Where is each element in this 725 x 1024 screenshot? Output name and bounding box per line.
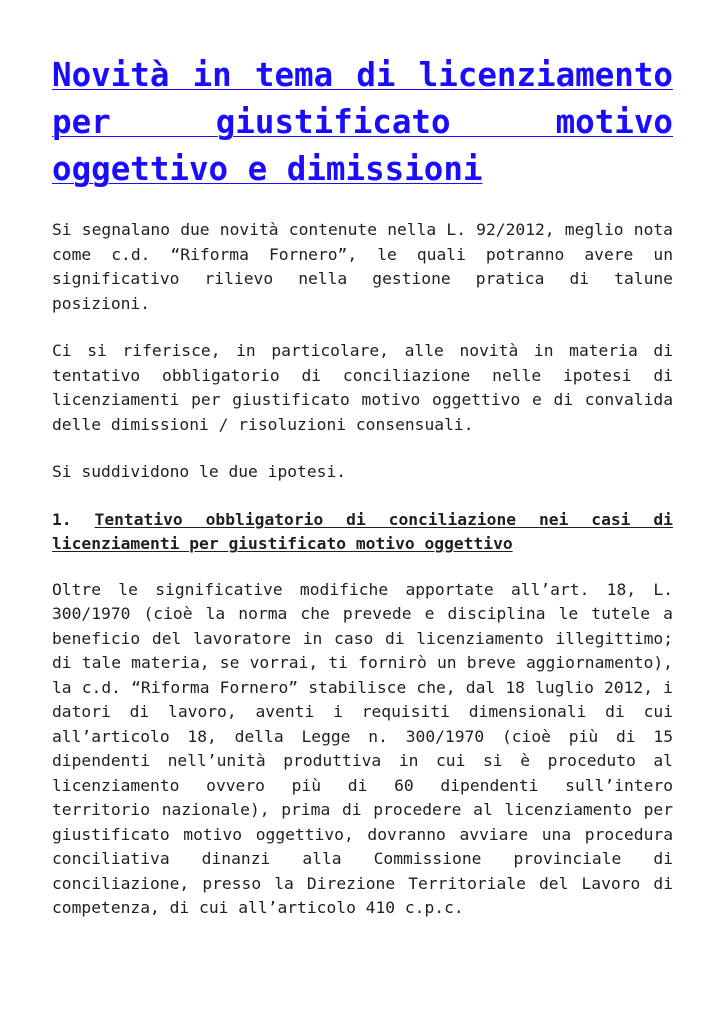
context-paragraph: Ci si riferisce, in particolare, alle novità in materia di tentativo obbligatorio di conciliazione nelle ipotesi di licenziamenti per giustificato motivo oggettivo e di convalida delle dimissioni / risoluzioni consensuali. [52,341,673,434]
section-1-heading [52,508,673,557]
section-1-body: Oltre le significative modifiche apportate all’art. 18, L. 300/1970 (cioè la norma che prevede e disciplina le tutele a beneficio del lavoratore in caso di licenziamento illegittimo; di tale materia, se vorrai, ti fornirò un breve aggiornamento), la c.d. “Riforma Fornero” stabilisce che, dal 18 luglio 2012, i datori di lavoro, aventi i requisiti dimensionali di cui all’articolo 18, della Legge n. 300/1970 (cioè più di 15 dipendenti nell’unità produttiva in cui si è proceduto al licenziamento ovvero più di 60 dipendenti sull’intero territorio nazionale), prima di procedere al licenziamento per giustificato motivo oggettivo, dovranno avviare una procedura conciliativa dinanzi alla Commissione provinciale di conciliazione, presso la Direzione Territoriale del Lavoro di competenza, di cui all’articolo 410 c.p.c. [52,579,673,917]
intro-paragraph: Si segnalano due novità contenute nella L. 92/2012, meglio nota come c.d. “Riforma Fornero”, le quali potranno avere un significativo rilievo nella gestione pratica di talune posizioni. [52,220,673,313]
section-1-number: 1. [52,509,72,529]
article [52,52,673,944]
section-1-title: Tentativo obbligatorio di conciliazione nei casi di licenziamenti per giustificato motivo oggettivo [52,509,673,553]
article-title-link[interactable]: Novità in tema di licenziamento per giustificato motivo oggettivo e dimissioni [52,56,673,188]
division-paragraph: Si suddividono le due ipotesi. [52,462,347,481]
article-title [52,52,673,193]
